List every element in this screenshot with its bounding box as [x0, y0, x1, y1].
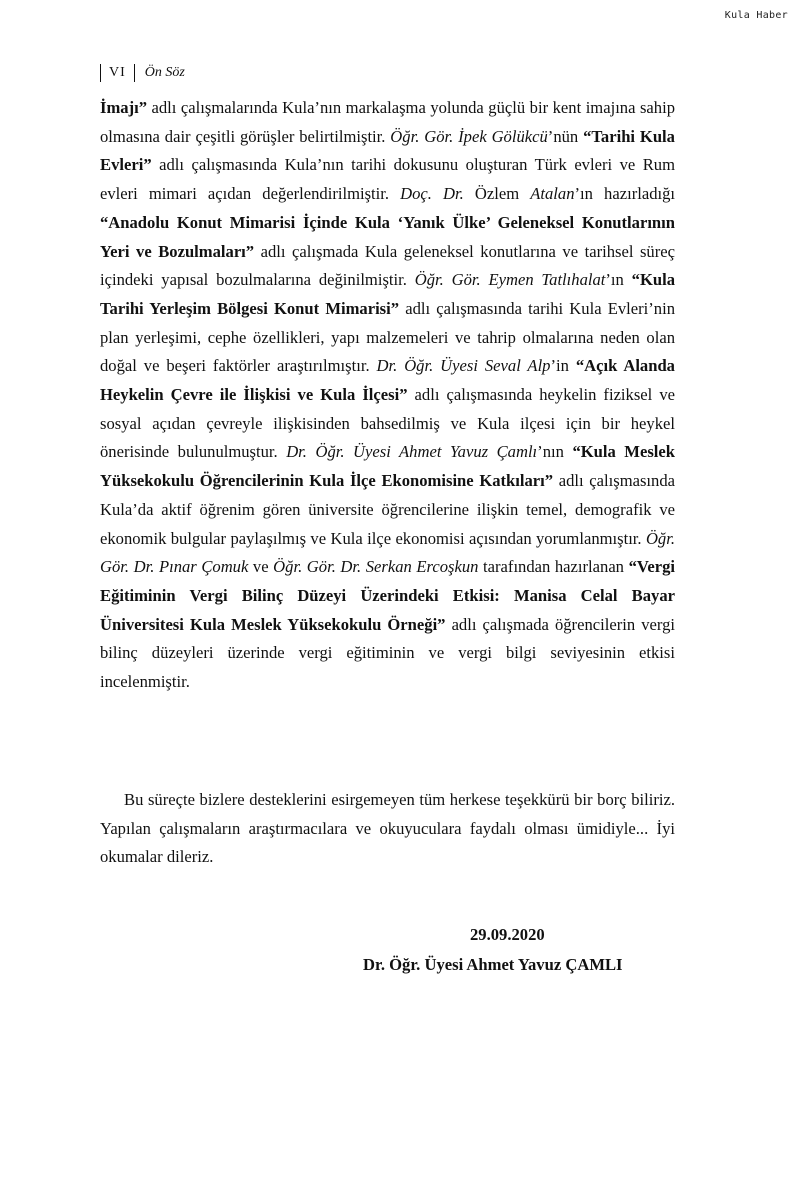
text-run: ’in [550, 356, 576, 376]
text-run: ’ın hazırladığı [574, 184, 676, 204]
author-name-run: Öğr. Gör. İpek Gölükcü [390, 126, 548, 146]
page-header [100, 64, 185, 82]
body-paragraph-1 [100, 94, 675, 697]
text-run: ve [248, 557, 274, 577]
bold-title-run: “Tarihi Kula Evleri” [100, 126, 675, 175]
watermark-text: Kula Haber [724, 10, 788, 21]
text-run: ’nün [547, 126, 584, 146]
author-name-run: Atalan [530, 184, 575, 204]
text-run: tarafından hazırlanan [478, 557, 629, 577]
text-run: adlı çalışmasında tarihi Kula Evleri’nin plan yerleşimi, cephe özellikleri, yapı malzemeleri ve tahrip olmalarına neden olan doğal ve beşeri faktörler araştırılmıştır. [100, 298, 675, 376]
bold-title-run: “Kula Meslek Yüksekokulu Öğrencilerinin Kula İlçe Ekonomisine Katkıları” [100, 442, 675, 491]
header-divider-right [134, 64, 135, 82]
bold-title-run: “Vergi Eğitiminin Vergi Bilinç Düzeyi Üzerindeki Etkisi: Manisa Celal Bayar Üniversitesi Kula Meslek Yüksekokulu Örneği” [100, 557, 675, 634]
author-name-run: Öğr. Gör. Eymen Tatlıhalat [414, 270, 606, 290]
author-name-run: Dr. Öğr. Üyesi Seval Alp [376, 356, 551, 376]
text-run: adlı çalışmasında Kula’nın tarihi dokusunu oluşturan Türk evleri ve Rum evleri mimari açıdan değerlendirilmiştir. [100, 155, 675, 204]
page-number: VI [109, 65, 126, 80]
body-paragraph-2: Bu süreçte bizlere desteklerini esirgemeyen tüm herkese teşekkürü bir borç biliriz. Yapılan çalışmaların araştırmacılara ve okuyuculara faydalı olması ümidiyle... İyi okumalar dileriz. [100, 790, 675, 867]
header-divider-left [100, 64, 101, 82]
text-run: ’nın [537, 442, 573, 462]
author-name-run: Doç. Dr. [400, 184, 464, 204]
signature-name: Dr. Öğr. Üyesi Ahmet Yavuz ÇAMLI [363, 955, 623, 974]
text-run: adlı çalışmasında Kula’da aktif öğrenim gören üniversite öğrencilerine ilişkin temel, demografik ve ekonomik bulgular paylaşılmış ve Kula ilçe ekonomisi açısından yorumlanmıştır. [100, 471, 675, 548]
author-name-run: Dr. Öğr. Üyesi Ahmet Yavuz Çamlı [286, 442, 538, 462]
author-name-run: Öğr. Gör. Dr. Pınar Çomuk [100, 528, 675, 577]
text-run: adlı çalışmalarında Kula’nın markalaşma yolunda güçlü bir kent imajına sahip olmasına dair çeşitli görüşler belirtilmiştir. [100, 98, 675, 146]
author-name-run: Öğr. Gör. Dr. Serkan Ercoşkun [273, 557, 479, 577]
text-run: adlı çalışmada Kula geleneksel konutlarına ve tarihsel süreç içindeki yapısal bozulmalarına değinilmiştir. [100, 241, 675, 290]
bold-title-run: “Kula Tarihi Yerleşim Bölgesi Konut Mimarisi” [100, 270, 675, 318]
bold-title-run: “Açık Alanda Heykelin Çevre ile İlişkisi ve Kula İlçesi” [100, 356, 675, 405]
text-run: adlı çalışmasında heykelin fiziksel ve sosyal açıdan çevreyle ilişkisinden bahsedilmiş ve Kula ilçesi için bir heykel önerisinde bulunulmuştur. [100, 385, 675, 462]
bold-title-run: “Anadolu Konut Mimarisi İçinde Kula ‘Yanık Ülke’ Geleneksel Konutlarının Yeri ve Bozulmaları” [100, 212, 675, 261]
text-run: adlı çalışmada öğrencilerin vergi bilinç düzeyleri üzerinde vergi eğitiminin ve vergi bilgi seviyesinin etkisi incelenmiştir. [100, 614, 675, 692]
bold-title-run: İmajı” [100, 98, 148, 117]
text-run: Özlem [463, 184, 531, 204]
section-title: Ön Söz [144, 65, 185, 80]
signature-date: 29.09.2020 [470, 925, 545, 944]
text-run: ’ın [605, 270, 632, 290]
